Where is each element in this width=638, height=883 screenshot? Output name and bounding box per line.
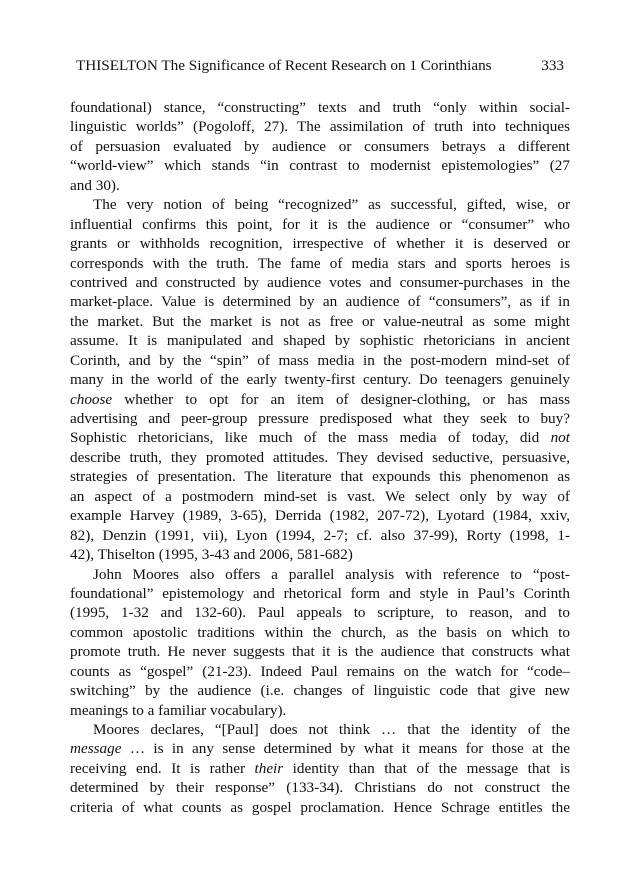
body-text — [70, 98, 570, 817]
text-line: (1995, 1-32 and 132-60). Paul appeals to scripture, to reason, and to — [70, 604, 570, 622]
text-line: influential confirms this point, for it is the audience or “consumer” who — [70, 215, 570, 233]
text-line: foundational” epistemology and rhetorical form and style in Paul’s Corinth — [70, 584, 570, 602]
text-run: … is in any sense determined by what it means for those at the — [121, 740, 570, 758]
text-line: Corinth, and by the “spin” of mass media in the post-modern mind-set of — [70, 351, 570, 369]
text-line: Moores declares, “[Paul] does not think … that the identity of the — [93, 721, 570, 738]
text-line: 42), Thiselton (1995, 3-43 and 2006, 581-682) — [70, 546, 353, 564]
page-number: 333 — [541, 57, 564, 74]
text-line: foundational) stance, “constructing” texts and truth “only within social- — [70, 99, 570, 116]
text-run: identity than that of the message that is — [283, 759, 570, 777]
text-line — [70, 759, 570, 778]
text-line: market-place. Value is determined by an audience of “consumers”, as if in — [70, 293, 570, 311]
text-line: linguistic worlds” (Pogoloff, 27). The assimilation of truth into techniques — [70, 118, 570, 136]
italic-text: choose — [70, 390, 113, 408]
text-line: strategies of presentation. The literature that expounds this phenomenon as — [70, 468, 570, 486]
text-line — [70, 428, 570, 447]
text-line: “world-view” which stands “in contrast to modernist epistemologies” (27 — [70, 157, 570, 175]
text-line: The very notion of being “recognized” as successful, gifted, wise, or — [93, 196, 570, 214]
text-line: determined by their response” (133-34). Christians do not construct the — [70, 779, 570, 797]
text-line: of persuasion evaluated by audience or consumers betrays a different — [70, 137, 570, 155]
text-line: meanings to a familiar vocabulary). — [70, 701, 287, 719]
text-line: the market. But the market is not as free or value-neutral as some might — [70, 312, 570, 330]
text-line — [70, 390, 570, 409]
text-line: corresponds with the truth. The fame of media stars and sports heroes is — [70, 254, 570, 272]
text-line: many in the world of the early twenty-first century. Do teenagers genuinely — [70, 371, 570, 389]
text-line — [70, 739, 570, 758]
text-run: whether to opt for an item of designer-clothing, or has mass — [112, 390, 570, 408]
text-line: 82), Denzin (1991, vii), Lyon (1994, 2-7; cf. also 37-99), Rorty (1998, 1- — [70, 526, 570, 544]
text-line: and 30). — [70, 176, 120, 194]
text-line: an aspect of a postmodern mind-set is vast. We select only by way of — [70, 487, 570, 505]
text-run: receiving end. It is rather — [70, 759, 255, 777]
running-head-title: THISELTON The Significance of Recent Research on 1 Corinthians — [76, 57, 492, 74]
italic-text: their — [254, 759, 284, 777]
text-line: grants or withholds recognition, irrespective of whether it is deserved or — [70, 235, 570, 253]
text-line: describe truth, they promoted attitudes. They devised seductive, persuasive, — [70, 448, 570, 466]
text-line: common apostolic traditions within the church, as the basis on which to — [70, 623, 570, 641]
text-line: promote truth. He never suggests that it is the audience that constructs what — [70, 643, 570, 661]
text-run: Sophistic rhetoricians, like much of the mass media of today, did — [70, 429, 551, 447]
text-line: contrived and constructed by audience votes and consumer-purchases in the — [70, 273, 570, 291]
text-line: counts as “gospel” (21-23). Indeed Paul remains on the watch for “code– — [70, 662, 570, 680]
text-line: assume. It is manipulated and shaped by sophistic rhetoricians in ancient — [70, 332, 570, 350]
text-line: advertising and peer-group pressure predisposed what they seek to buy? — [70, 410, 570, 427]
italic-text: message — [70, 740, 122, 758]
text-line: John Moores also offers a parallel analysis with reference to “post- — [93, 565, 570, 583]
text-line: criteria of what counts as gospel proclamation. Hence Schrage entitles the — [70, 798, 570, 816]
text-line: example Harvey (1989, 3-65), Derrida (1982, 207-72), Lyotard (1984, xxiv, — [70, 507, 570, 525]
text-line: switching” by the audience (i.e. changes of linguistic code that give new — [70, 682, 570, 700]
italic-text: not — [550, 429, 570, 447]
